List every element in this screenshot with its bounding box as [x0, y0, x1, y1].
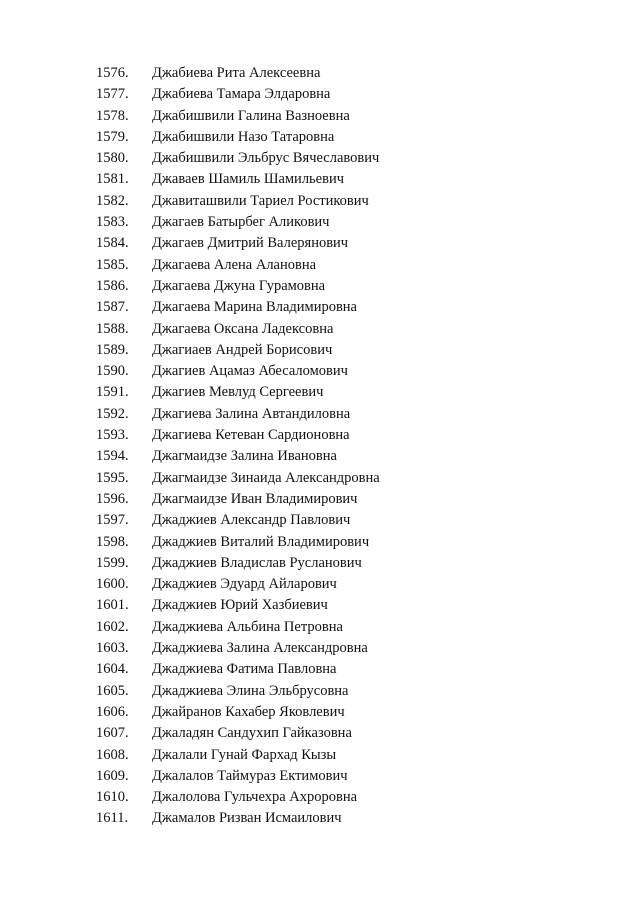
list-item [96, 617, 380, 638]
entry-name: Джамалов Ризван Исмаилович [152, 810, 342, 827]
entry-name: Джаджиев Виталий Владимирович [152, 533, 370, 550]
entry-number: 1593. [96, 427, 129, 444]
entry-name: Джаджиева Элина Эльбрусовна [152, 682, 349, 699]
list-item [96, 84, 380, 105]
list-item [96, 808, 380, 829]
name-list [96, 63, 380, 830]
entry-name: Джаджиев Юрий Хазбиевич [152, 597, 328, 614]
entry-name: Джабиева Тамара Элдаровна [152, 86, 331, 103]
list-item [96, 510, 380, 531]
list-item [96, 659, 380, 680]
list-item [96, 745, 380, 766]
entry-name: Джагаева Джуна Гурамовна [152, 277, 326, 294]
entry-name: Джабиева Рита Алексеевна [152, 65, 321, 81]
entry-number: 1579. [96, 128, 129, 145]
entry-number: 1578. [96, 107, 129, 124]
list-item [96, 404, 380, 425]
entry-number: 1576. [96, 65, 129, 81]
entry-number: 1606. [96, 703, 129, 720]
entry-name: Джаладян Сандухип Гайказовна [152, 725, 352, 742]
entry-number: 1611. [96, 810, 129, 827]
entry-name: Джалолова Гульчехра Ахроровна [152, 789, 358, 806]
entry-name: Джаджиев Александр Павлович [152, 512, 351, 529]
list-item [96, 553, 380, 574]
entry-name: Джайранов Кахабер Яковлевич [152, 703, 345, 720]
entry-number: 1610. [96, 789, 129, 806]
entry-number: 1609. [96, 767, 129, 784]
entry-name: Джалалов Таймураз Ектимович [152, 767, 348, 784]
list-item [96, 63, 380, 84]
entry-number: 1598. [96, 533, 129, 550]
entry-number: 1599. [96, 554, 129, 571]
entry-name: Джагаева Марина Владимировна [152, 299, 357, 316]
list-item [96, 702, 380, 723]
entry-number: 1577. [96, 86, 129, 103]
list-item [96, 787, 380, 808]
list-item [96, 489, 380, 510]
entry-number: 1588. [96, 320, 129, 337]
list-item [96, 106, 380, 127]
list-item [96, 276, 380, 297]
entry-number: 1590. [96, 363, 129, 380]
entry-name: Джаджиев Эдуард Айларович [152, 576, 337, 593]
entry-number: 1607. [96, 725, 129, 742]
list-item [96, 340, 380, 361]
list-item [96, 638, 380, 659]
entry-number: 1589. [96, 341, 129, 358]
entry-number: 1608. [96, 746, 129, 763]
list-item [96, 468, 380, 489]
list-item [96, 233, 380, 254]
entry-name: Джагмаидзе Зинаида Александровна [152, 469, 380, 486]
entry-name: Джагмаидзе Иван Владимирович [152, 490, 358, 507]
entry-name: Джагмаидзе Залина Ивановна [152, 448, 337, 465]
entry-name: Джагиева Залина Автандиловна [152, 405, 351, 422]
list-item [96, 766, 380, 787]
entry-number: 1580. [96, 150, 129, 167]
list-item [96, 191, 380, 212]
list-item [96, 425, 380, 446]
list-item [96, 212, 380, 233]
entry-name: Джавиташвили Тариел Ростикович [152, 192, 369, 209]
entry-name: Джагиев Ацамаз Абесаломович [152, 363, 348, 380]
entry-number: 1603. [96, 640, 129, 657]
entry-name: Джаджиева Фатима Павловна [152, 661, 337, 678]
list-item [96, 532, 380, 553]
entry-number: 1592. [96, 405, 129, 422]
list-item [96, 127, 380, 148]
list-item [96, 382, 380, 403]
list-item [96, 595, 380, 616]
entry-number: 1584. [96, 235, 129, 252]
entry-name: Джаджиев Владислав Русланович [152, 554, 362, 571]
entry-name: Джагаева Оксана Ладексовна [152, 320, 334, 337]
list-item [96, 574, 380, 595]
entry-number: 1595. [96, 469, 129, 486]
entry-number: 1591. [96, 384, 129, 401]
entry-name: Джалали Гунай Фархад Кызы [152, 746, 337, 763]
entry-number: 1597. [96, 512, 129, 529]
list-item [96, 723, 380, 744]
entry-number: 1600. [96, 576, 129, 593]
entry-number: 1587. [96, 299, 129, 316]
entry-number: 1582. [96, 192, 129, 209]
entry-number: 1586. [96, 277, 129, 294]
entry-number: 1596. [96, 490, 129, 507]
entry-number: 1601. [96, 597, 129, 614]
entry-name: Джабишвили Назо Татаровна [152, 128, 335, 145]
list-item [96, 255, 380, 276]
list-item [96, 319, 380, 340]
list-item [96, 361, 380, 382]
entry-number: 1585. [96, 256, 129, 273]
entry-number: 1604. [96, 661, 129, 678]
entry-number: 1602. [96, 618, 129, 635]
list-item [96, 148, 380, 169]
entry-name: Джабишвили Эльбрус Вячеславович [152, 150, 380, 167]
entry-number: 1581. [96, 171, 129, 188]
list-item [96, 681, 380, 702]
entry-number: 1594. [96, 448, 129, 465]
entry-name: Джагиаев Андрей Борисович [152, 341, 333, 358]
list-item [96, 169, 380, 190]
entry-name: Джагиев Мевлуд Сергеевич [152, 384, 324, 401]
entry-name: Джагаева Алена Алановна [152, 256, 317, 273]
list-item [96, 297, 380, 318]
entry-name: Джагиева Кетеван Сардионовна [152, 427, 350, 444]
entry-name: Джаджиева Альбина Петровна [152, 618, 343, 635]
list-item [96, 446, 380, 467]
entry-number: 1605. [96, 682, 129, 699]
entry-name: Джагаев Дмитрий Валерянович [152, 235, 349, 252]
entry-name: Джабишвили Галина Вазноевна [152, 107, 350, 124]
entry-name: Джагаев Батырбег Аликович [152, 214, 330, 231]
entry-number: 1583. [96, 214, 129, 231]
entry-name: Джаджиева Залина Александровна [152, 640, 368, 657]
entry-name: Джаваев Шамиль Шамильевич [152, 171, 344, 188]
